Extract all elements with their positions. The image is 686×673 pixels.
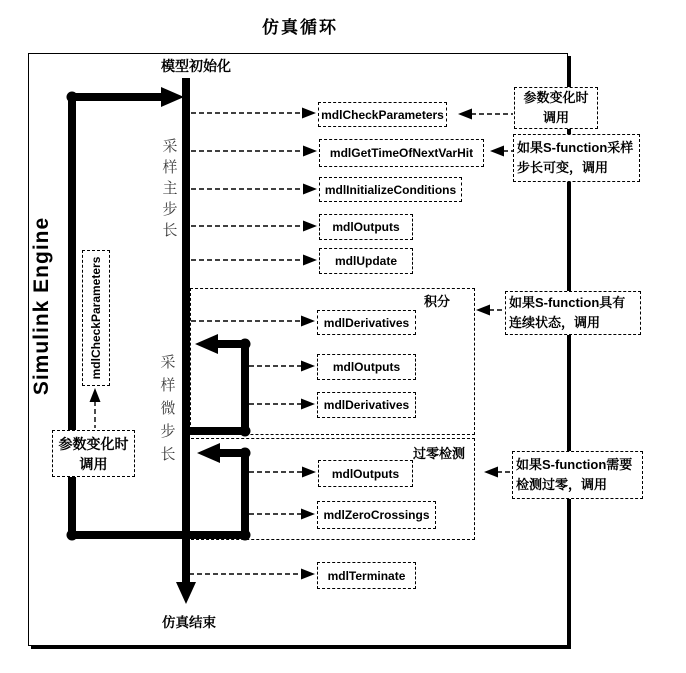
minor-step-label: 采 样 微 步 长 (160, 354, 176, 463)
simulation-end-label: 仿真结束 (162, 615, 216, 630)
diagram-title: 仿真循环 (262, 18, 338, 37)
note-continuous-states: 如果S-function具有 连续状态，调用 (505, 291, 641, 335)
callback-box-update: mdlUpdate (319, 248, 413, 274)
callback-box-terminate: mdlTerminate (317, 562, 416, 589)
note-zero-crossing-need: 如果S-function需要 检测过零，调用 (512, 451, 643, 499)
integration-label: 积分 (423, 294, 450, 309)
simulink-engine-label: Simulink Engine (30, 216, 53, 396)
note-param-change-left: 参数变化时 调用 (52, 430, 135, 477)
callback-box-derivatives-2: mdlDerivatives (317, 392, 416, 418)
callback-box-derivatives-1: mdlDerivatives (317, 310, 416, 335)
callback-box-outputs-major: mdlOutputs (319, 214, 413, 240)
callback-label-rotated: mdlCheckParameters (89, 256, 103, 380)
callback-box-initialize-conditions: mdlInitializeConditions (319, 177, 462, 202)
callback-box-zero-crossings: mdlZeroCrossings (317, 501, 436, 529)
callback-box-check-parameters-engine (82, 250, 110, 386)
callback-box-outputs-integration: mdlOutputs (317, 354, 416, 380)
callback-box-get-time-of-next-var-hit: mdlGetTimeOfNextVarHit (319, 139, 484, 167)
model-init-label: 模型初始化 (161, 58, 231, 74)
callback-box-outputs-zero-crossing: mdlOutputs (318, 460, 413, 487)
callback-box-check-parameters: mdlCheckParameters (318, 102, 447, 127)
note-var-sample-time: 如果S-function采样 步长可变，调用 (513, 134, 640, 182)
major-step-label: 采 样 主 步 长 (162, 138, 178, 239)
note-param-change-right: 参数变化时 调用 (514, 87, 598, 129)
zero-crossing-label: 过零检测 (412, 446, 465, 461)
